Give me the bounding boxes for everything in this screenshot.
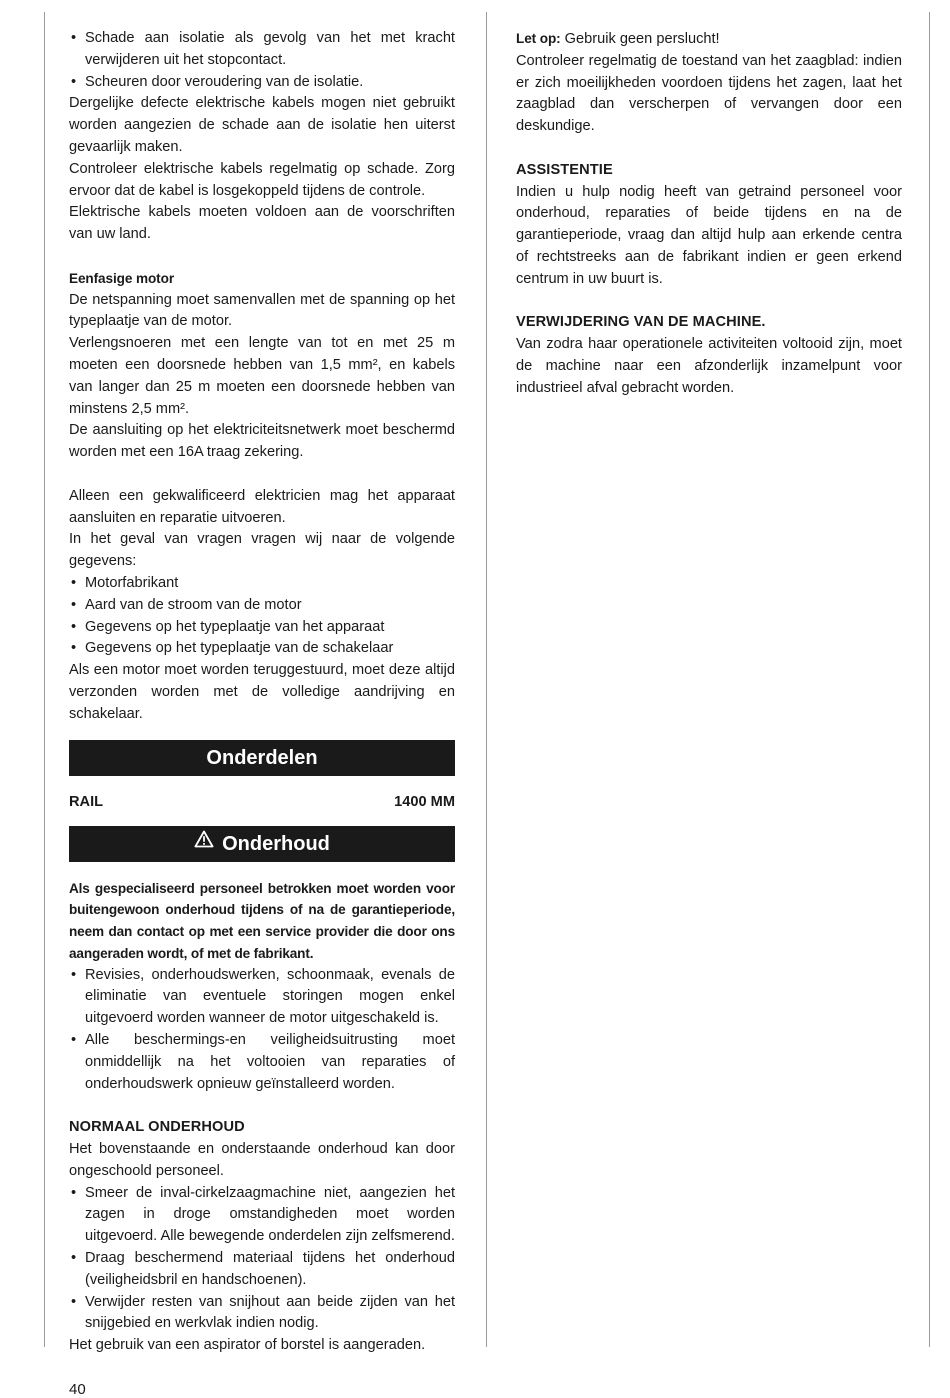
- note-label: Let op:: [516, 31, 561, 46]
- list-item: • Motorfabrikant: [69, 573, 455, 595]
- qualified-electrician-paragraph: Alleen een gekwalificeerd elektricien mag het apparaat aansluiten en reparatie uitvoeren.: [69, 487, 455, 526]
- required-data-list: [69, 573, 455, 660]
- warning-triangle-icon: [194, 824, 214, 860]
- maintenance-rules-list: [69, 965, 455, 1096]
- left-margin-rule: [44, 12, 45, 1347]
- list-item: • Gegevens op het typeplaatje van het apparaat: [69, 617, 455, 639]
- extension-cords-paragraph: Verlengsnoeren met een lengte van tot en met 25 m moeten een doorsnede hebben van 1,5 mm², en kabels van langer dan 25 m moeten een doorsnede hebben van minstens 2,5 mm².: [69, 335, 455, 417]
- assistance-heading: ASSISTENTIE: [516, 161, 613, 178]
- list-item: • Scheuren door veroudering van de isolatie.: [69, 72, 455, 94]
- defect-cables-paragraph: Dergelijke defecte elektrische kabels mogen niet gebruikt worden aangezien de schade aan de isolatie hen uiterst gevaarlijk maken.: [69, 95, 455, 155]
- regulations-paragraph: Elektrische kabels moeten voldoen aan de voorschriften van uw land.: [69, 204, 455, 243]
- right-column: [516, 28, 902, 400]
- single-phase-motor-heading: Eenfasige motor: [69, 270, 175, 286]
- parts-banner-title: Onderdelen: [206, 746, 318, 769]
- page-number: 40: [69, 1381, 86, 1398]
- saw-blade-paragraph: Controleer regelmatig de toestand van het zaagblad: indien er zich moeilijkheden voordoen tijdens het zagen, laat het zaagblad dan verscherpen of vervangen door een deskundige.: [516, 52, 902, 135]
- check-cables-paragraph: Controleer elektrische kabels regelmatig op schade. Zorg ervoor dat de kabel is losgekoppeld tijdens de controle.: [69, 160, 455, 199]
- machine-disposal-heading: VERWIJDERING VAN DE MACHINE.: [516, 314, 766, 331]
- rail-value: 1400 MM: [394, 793, 455, 810]
- note-text: Gebruik geen perslucht!: [560, 31, 720, 47]
- list-item: • Schade aan isolatie als gevolg van het met kracht verwijderen uit het stopcontact.: [69, 28, 455, 72]
- rail-label: RAIL: [69, 793, 104, 810]
- motor-return-paragraph: Als een motor moet worden teruggestuurd, moet deze altijd verzonden worden met de volledige aandrijving en schakelaar.: [69, 662, 455, 722]
- list-item: • Alle beschermings-en veiligheidsuitrusting moet onmiddellijk na het voltooien van reparaties of onderhoudswerk opnieuw geïnstalleerd worden.: [69, 1030, 455, 1095]
- note-line: [516, 28, 902, 51]
- normal-maintenance-heading: NORMAAL ONDERHOUD: [69, 1119, 245, 1136]
- list-item: • Verwijder resten van snijhout aan beide zijden van het snijgebied en werkvlak indien nodig.: [69, 1292, 455, 1336]
- machine-disposal-paragraph: Van zodra haar operationele activiteiten voltooid zijn, moet de machine naar een afzonderlijk inzamelpunt voor industrieel afval gebracht worden.: [516, 336, 902, 396]
- list-item: • Smeer de inval-cirkelzaagmachine niet, aangezien het zagen in droge omstandigheden moet worden uitgevoerd. Alle bewegende onderdelen zijn zelfsmerend.: [69, 1183, 455, 1248]
- column-divider-rule: [486, 12, 487, 1347]
- aspirator-paragraph: Het gebruik van een aspirator of borstel is aangeraden.: [69, 1337, 426, 1354]
- list-item: • Draag beschermend materiaal tijdens het onderhoud (veiligheidsbril en handschoenen).: [69, 1248, 455, 1292]
- normal-maintenance-list: [69, 1183, 455, 1336]
- maintenance-banner-title: Onderhoud: [222, 832, 330, 855]
- fuse-paragraph: De aansluiting op het elektriciteitsnetwerk moet beschermd worden met een 16A traag zekering.: [69, 422, 455, 461]
- assistance-paragraph: Indien u hulp nodig heeft van getraind personeel voor onderhoud, reparaties of beide tijdens en na de garantieperiode, vraag dan altijd hulp aan erkende centra of rechtstreeks aan de fabrikant indien er geen erkend centrum in uw buurt is.: [516, 183, 902, 287]
- normal-maintenance-intro: Het bovenstaande en onderstaande onderhoud kan door ongeschoold personeel.: [69, 1141, 455, 1179]
- specialized-staff-paragraph: Als gespecialiseerd personeel betrokken moet worden voor buitengewoon onderhoud tijdens of na de garantieperiode, neem dan contact op met een service provider die door ons aangeraden wordt, of met de fabrikant.: [69, 880, 455, 961]
- insulation-damage-list: [69, 28, 455, 93]
- parts-banner: [69, 740, 455, 776]
- maintenance-banner: [69, 826, 455, 862]
- left-column: [69, 28, 455, 1357]
- list-item: • Revisies, onderhoudswerken, schoonmaak, evenals de eliminatie van eventuele storingen mogen enkel uitgevoerd worden wanneer de motor uitgeschakeld is.: [69, 965, 455, 1030]
- data-request-paragraph: In het geval van vragen vragen wij naar de volgende gegevens:: [69, 531, 455, 570]
- rail-row: [69, 792, 455, 814]
- mains-voltage-paragraph: De netspanning moet samenvallen met de spanning op het typeplaatje van de motor.: [69, 291, 455, 330]
- list-item: • Gegevens op het typeplaatje van de schakelaar: [69, 638, 455, 660]
- list-item: • Aard van de stroom van de motor: [69, 595, 455, 617]
- right-margin-rule: [929, 12, 930, 1347]
